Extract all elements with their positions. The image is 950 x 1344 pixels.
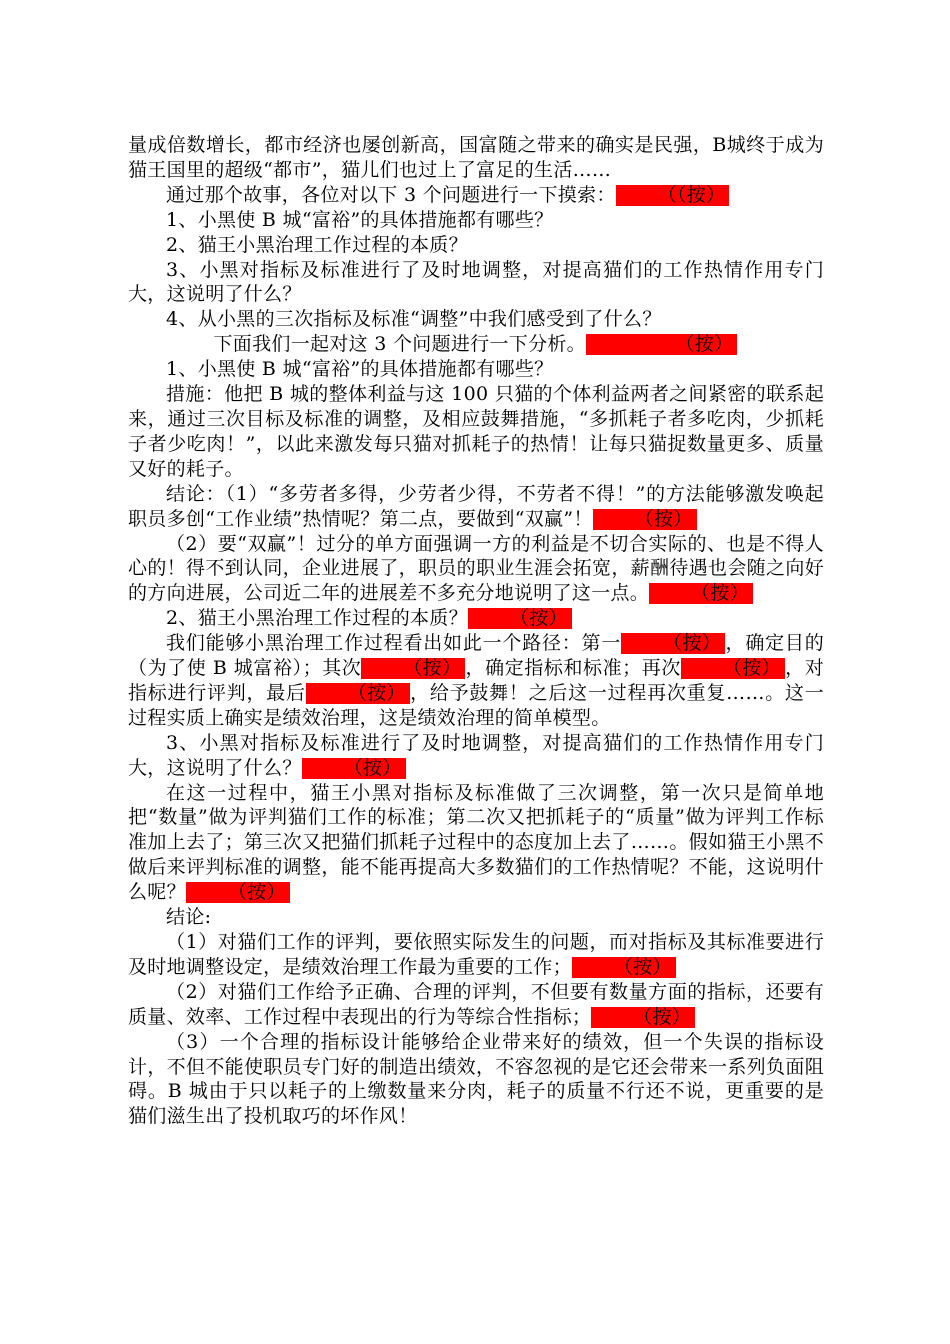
press-tag: （按）	[621, 633, 725, 654]
document-page	[128, 133, 824, 1129]
paragraph-text: ，确定指标和标准；再次	[465, 657, 681, 680]
press-tag: （按）	[572, 957, 676, 978]
paragraph-conclusion-2	[128, 532, 824, 607]
paragraph-text: 2、猫王小黑治理工作过程的本质？	[166, 607, 468, 630]
press-tag: （按）	[468, 608, 572, 629]
paragraph-measures: 措施：他把 B 城的整体利益与这 100 只猫的个体利益两者之间紧密的联系起来，通过三次目标及标准的调整，及相应鼓舞措施，“多抓耗子者多吃肉，少抓耗子者少吃肉！”，以此来激发每只猫对抓耗子的热情！让每只猫捉数量更多、质量又好的耗子。	[128, 383, 824, 480]
paragraph-text: ，确定目的（为了使 B 城富裕）；其次	[128, 632, 824, 680]
press-tag: （按）	[593, 509, 697, 530]
question-1: 1、小黑使 B 城“富裕”的具体措施都有哪些？	[166, 208, 554, 231]
paragraph-text: （1）对猫们工作的评判，要依照实际发生的问题，而对指标及其标准要进行及时地调整设定，是绩效治理工作最为重要的工作；	[128, 931, 824, 978]
paragraph-text: （2）对猫们工作给予正确、合理的评判，不但要有数量方面的指标，还要有质量、效率、工作过程中表现出的行为等综合性指标；	[128, 980, 824, 1028]
press-tag: （按）	[681, 658, 785, 679]
paragraph-questions-intro	[128, 183, 824, 208]
analysis-question-2	[128, 606, 824, 631]
paragraph-adjustments	[128, 781, 824, 906]
conclusion-heading: 结论:	[166, 906, 212, 929]
paragraph-conclusion-1	[128, 482, 824, 532]
press-tag: （按）	[361, 658, 465, 679]
press-tag: （按）	[649, 583, 753, 604]
analysis-question-1: 1、小黑使 B 城“富裕”的具体措施都有哪些？	[166, 358, 554, 381]
press-tag: （按）	[306, 683, 410, 704]
paragraph-text: 通过那个故事，各位对以下 3 个问题进行一下摸索：	[166, 183, 616, 206]
paragraph-text: ，对指标进行评判，最后	[128, 657, 825, 704]
question-3: 3、小黑对指标及标准进行了及时地调整，对提高猫们的工作热情作用专门大，这说明了什么？	[128, 258, 824, 306]
press-tag: （按）	[586, 334, 737, 355]
paragraph-text: 我们能够小黑治理工作过程看出如此一个路径：第一	[166, 632, 622, 655]
conclusion-item-1	[128, 930, 824, 980]
conclusion-item-2	[128, 980, 824, 1030]
press-tag: （按）	[302, 758, 406, 779]
paragraph-text: （2）要“双赢”！过分的单方面强调一方的利益是不切合实际的、也是不得人心的！得不到认同，企业进展了，职员的职业生涯会拓宽，薪酬待遇也会随之向好的方向进展，公司近二年的进展差不多充分地说明了这一点。	[128, 532, 824, 605]
analysis-question-3	[128, 731, 824, 781]
paragraph-intro-continuation: 量成倍数增长，都市经济也屡创新高，国富随之带来的确实是民强，B城终于成为猫王国里的超级“都市”，猫儿们也过上了富足的生活……	[128, 134, 824, 181]
press-tag: （按）	[591, 1007, 695, 1028]
paragraph-text: 下面我们一起对这 3 个问题进行一下分析。	[213, 333, 586, 356]
paragraph-process-path	[128, 631, 824, 731]
paragraph-text: 结论：（1）“多劳者多得，少劳者少得，不劳者不得！”的方法能够激发唤起职员多创“工作业绩”热情呢？第二点，要做到“双赢”！	[128, 482, 824, 530]
question-4: 4、从小黑的三次指标及标准“调整”中我们感受到了什么？	[166, 308, 662, 331]
press-tag: （（按）	[616, 185, 730, 206]
paragraph-text: 在这一过程中，猫王小黑对指标及标准做了三次调整，第一次只是简单地把“数量”做为评判猫们工作的标准；第二次又把抓耗子的“质量”做为评判工作标准加上去了；第三次又把猫们抓耗子过程中的态度加上去了……。假如猫王小黑不做后来评判标准的调整，能不能再提高大多数猫们的工作热情呢？不能，这说明什么呢？	[128, 781, 824, 904]
paragraph-text: 3、小黑对指标及标准进行了及时地调整，对提高猫们的工作热情作用专门大，这说明了什么？	[128, 731, 824, 779]
analysis-intro	[128, 332, 824, 357]
press-tag: （按）	[186, 882, 290, 903]
question-2: 2、猫王小黑治理工作过程的本质？	[166, 233, 468, 256]
paragraph-text: ，给予鼓舞！之后这一过程再次重复……。这一过程实质上确实是绩效治理，这是绩效治理的简单模型。	[128, 681, 824, 729]
conclusion-item-3: （3）一个合理的指标设计能够给企业带来好的绩效，但一个失误的指标设计，不但不能使职员专门好的制造出绩效，不容忽视的是它还会带来一系列负面阻碍。B 城由于只以耗子的上缴数量来分肉，耗子的质量不行还不说，更重要的是猫们滋生出了投机取巧的坏作风！	[128, 1030, 824, 1128]
